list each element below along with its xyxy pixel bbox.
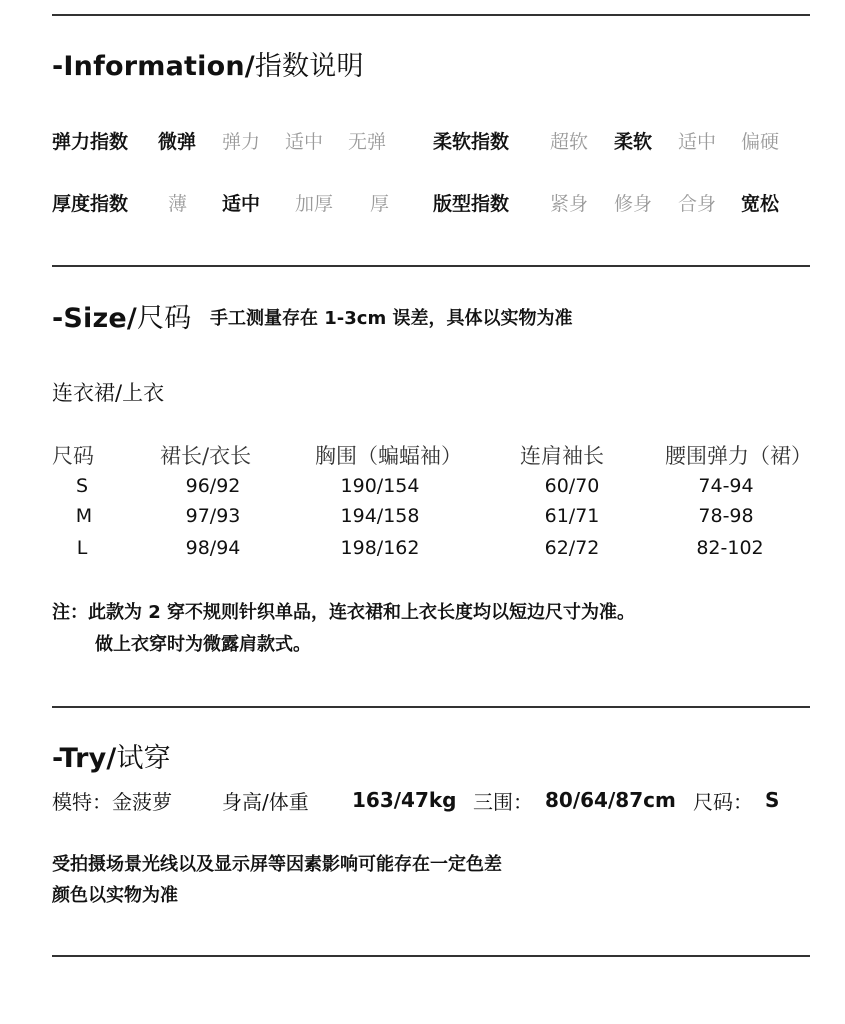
try-title-cn: 试穿 (116, 743, 171, 774)
size-remark-line2: 做上衣穿时为微露肩款式。 (95, 634, 311, 655)
color-disclaimer-line2: 颜色以实物为准 (52, 885, 178, 906)
size-table-header-size: 尺码 (52, 444, 94, 468)
index-row-elasticity (52, 127, 128, 154)
height-weight-label: 身高/体重 (222, 790, 309, 814)
elasticity-option-2: 弹力 (222, 131, 261, 153)
size-table-header-waist: 腰围弹力（裙） (665, 444, 812, 468)
fit-label: 版型指数 (433, 193, 510, 215)
elasticity-option-3: 适中 (285, 131, 324, 153)
thickness-label: 厚度指数 (52, 193, 129, 215)
table-cell: 60/70 (544, 475, 600, 497)
try-size-label: 尺码： (693, 790, 753, 814)
divider-top (52, 14, 810, 16)
color-disclaimer-line1: 受拍摄场景光线以及显示屏等因素影响可能存在一定色差 (52, 854, 502, 875)
fit-option-1: 紧身 (550, 193, 589, 215)
elasticity-option-1: 微弹 (158, 131, 197, 153)
size-title (52, 296, 191, 335)
softness-option-2: 柔软 (614, 131, 653, 153)
softness-label: 柔软指数 (433, 131, 510, 153)
table-cell: 198/162 (340, 537, 420, 559)
table-cell: 97/93 (185, 505, 241, 527)
divider-bottom (52, 955, 810, 957)
size-measurement-note: 手工测量存在 1-3cm 误差，具体以实物为准 (210, 308, 573, 329)
fit-option-3: 合身 (678, 193, 717, 215)
size-table-header-chest: 胸围（蝙蝠袖） (315, 444, 462, 468)
table-cell: 74-94 (698, 475, 754, 497)
try-title-en: -Try/ (52, 743, 117, 774)
table-cell: 96/92 (185, 475, 241, 497)
try-title (52, 736, 171, 775)
size-table-header-length: 裙长/衣长 (160, 444, 252, 468)
measurements-value: 80/64/87cm (545, 788, 676, 812)
table-cell: M (75, 505, 93, 527)
measurements-label: 三围： (473, 790, 533, 814)
softness-option-4: 偏硬 (741, 131, 780, 153)
table-cell: 194/158 (340, 505, 420, 527)
softness-option-3: 适中 (678, 131, 717, 153)
table-cell: S (75, 475, 89, 497)
table-cell: L (76, 537, 88, 559)
table-cell: 62/72 (544, 537, 600, 559)
model-name: 金菠萝 (112, 790, 172, 814)
table-cell: 98/94 (185, 537, 241, 559)
fit-option-2: 修身 (614, 193, 653, 215)
thickness-option-4: 厚 (370, 193, 390, 215)
thickness-option-1: 薄 (168, 193, 188, 215)
table-cell: 61/71 (544, 505, 600, 527)
size-title-en: -Size/ (52, 303, 137, 334)
thickness-option-2: 适中 (222, 193, 261, 215)
elasticity-option-4: 无弹 (348, 131, 387, 153)
height-weight-value: 163/47kg (352, 788, 457, 812)
thickness-option-3: 加厚 (295, 193, 334, 215)
information-title-en: -Information/ (52, 51, 255, 82)
softness-option-1: 超软 (550, 131, 589, 153)
information-title (52, 44, 364, 83)
divider-size-try (52, 706, 810, 708)
size-title-cn: 尺码 (137, 303, 192, 334)
size-table-header-sleeve: 连肩袖长 (520, 444, 604, 468)
size-remark-line1: 注：此款为 2 穿不规则针织单品，连衣裙和上衣长度均以短边尺寸为准。 (52, 602, 636, 623)
try-model-info (52, 786, 172, 815)
information-title-cn: 指数说明 (254, 51, 364, 82)
elasticity-label: 弹力指数 (52, 131, 129, 153)
size-subtitle: 连衣裙/上衣 (52, 381, 165, 405)
divider-information-size (52, 265, 810, 267)
model-label: 模特： (52, 790, 112, 814)
try-size-value: S (765, 788, 780, 812)
fit-option-4: 宽松 (741, 193, 780, 215)
table-cell: 82-102 (696, 537, 764, 559)
table-cell: 78-98 (698, 505, 754, 527)
table-cell: 190/154 (340, 475, 420, 497)
